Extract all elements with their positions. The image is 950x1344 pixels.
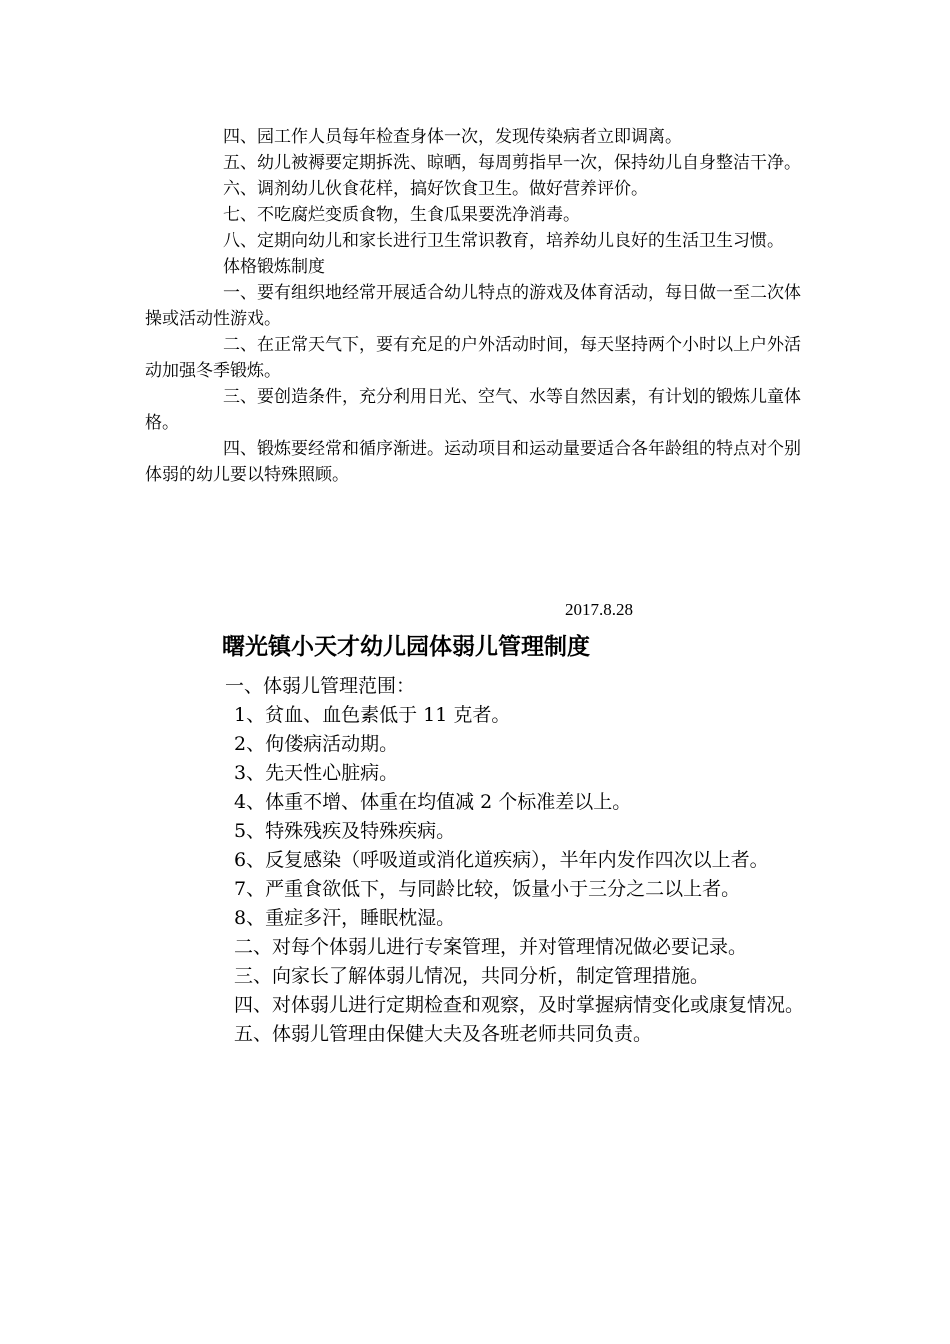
document-date: 2017.8.28	[565, 600, 633, 619]
rule-item: 五、体弱儿管理由保健大夫及各班老师共同负责。	[234, 1023, 653, 1045]
document-title: 曙光镇小天才幼儿园体弱儿管理制度	[222, 634, 590, 660]
paragraph: 七、不吃腐烂变质食物，生食瓜果要洗净消毒。	[223, 205, 580, 225]
paragraph: 三、要创造条件，充分利用日光、空气、水等自然因素，有计划的锻炼儿童体格。	[145, 387, 801, 433]
list-item: 7、严重食欲低下，与同龄比较，饭量小于三分之二以上者。	[234, 878, 741, 900]
paragraph: 四、锻炼要经常和循序渐进。运动项目和运动量要适合各年龄组的特点对个别体弱的幼儿要以特殊照顾。	[145, 439, 801, 485]
weak-child-management-section	[145, 672, 825, 1049]
paragraph: 二、在正常天气下，要有充足的户外活动时间，每天坚持两个小时以上户外活动加强冬季锻炼。	[145, 335, 801, 381]
paragraph: 六、调剂幼儿伙食花样，搞好饮食卫生。做好营养评价。	[223, 179, 648, 199]
paragraph: 一、要有组织地经常开展适合幼儿特点的游戏及体育活动，每日做一至二次体操或活动性游戏。	[145, 283, 801, 329]
list-item: 4、体重不增、体重在均值减 2 个标准差以上。	[234, 791, 632, 813]
rule-item: 三、向家长了解体弱儿情况，共同分析，制定管理措施。	[234, 965, 710, 987]
section-heading: 体格锻炼制度	[223, 257, 325, 277]
hygiene-and-exercise-section	[145, 124, 815, 488]
list-item: 5、特殊残疾及特殊疾病。	[234, 820, 456, 842]
list-item: 3、先天性心脏病。	[234, 762, 399, 784]
rule-item: 二、对每个体弱儿进行专案管理，并对管理情况做必要记录。	[234, 936, 748, 958]
rule-item: 四、对体弱儿进行定期检查和观察，及时掌握病情变化或康复情况。	[234, 994, 805, 1016]
paragraph: 四、园工作人员每年检查身体一次，发现传染病者立即调离。	[223, 127, 682, 147]
list-item: 1、贫血、血色素低于 11 克者。	[234, 704, 511, 726]
paragraph: 八、定期向幼儿和家长进行卫生常识教育，培养幼儿良好的生活卫生习惯。	[223, 231, 784, 251]
list-item: 8、重症多汗，睡眠枕湿。	[234, 907, 456, 929]
paragraph: 五、幼儿被褥要定期拆洗、晾晒，每周剪指早一次，保持幼儿自身整洁干净。	[223, 153, 801, 173]
list-item: 2、佝偻病活动期。	[234, 733, 399, 755]
list-item: 6、反复感染（呼吸道或消化道疾病），半年内发作四次以上者。	[234, 849, 769, 871]
scope-heading: 一、体弱儿管理范围：	[225, 675, 416, 697]
